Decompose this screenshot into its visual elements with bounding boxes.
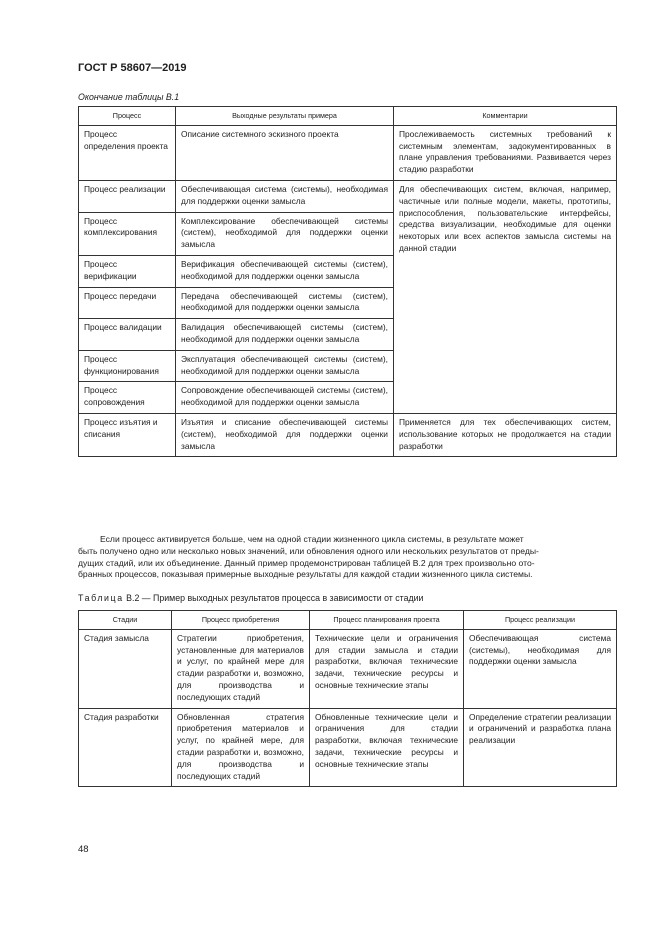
- output-cell: Верификация обеспечивающей системы (систем), необходимой для поддержки оценки замысла: [176, 255, 394, 287]
- column-header: Процесс реализации: [464, 611, 617, 630]
- column-header: Процесс планирования проекта: [310, 611, 464, 630]
- implementation-cell: Обеспечивающая система (системы), необходимая для поддержки оценки замысла: [464, 629, 617, 708]
- table-row: [79, 413, 617, 456]
- comment-cell: Прослеживаемость системных требований к системным элементам, задокументированных в плане управления требованиями. Развивается через стадию разработки: [394, 125, 617, 180]
- process-cell: Процесс реализации: [79, 180, 176, 212]
- table1-caption: Окончание таблицы В.1: [78, 92, 180, 102]
- table-row: [79, 708, 617, 787]
- output-cell: Эксплуатация обеспечивающей системы (систем), необходимой для поддержки оценки замысла: [176, 350, 394, 382]
- planning-cell: Обновленные технические цели и ограничения для стадии разработки, включая технические задачи, технические ресурсы и основные технические этапы: [310, 708, 464, 787]
- process-cell: Процесс изъятия и списания: [79, 413, 176, 456]
- document-code: ГОСТ Р 58607—2019: [78, 62, 187, 74]
- comment-cell: Применяется для тех обеспечивающих систем, использование которых не продолжается на стадии разработки: [394, 413, 617, 456]
- body-paragraph: [78, 534, 616, 581]
- output-cell: Изъятия и списание обеспечивающей системы (систем), необходимой для поддержки оценки замысла: [176, 413, 394, 456]
- table-row: [79, 180, 617, 212]
- output-cell: Обеспечивающая система (системы), необходимая для поддержки оценки замысла: [176, 180, 394, 212]
- table-b2: [78, 610, 617, 787]
- implementation-cell: Определение стратегии реализации и ограничений и разработка плана реализации: [464, 708, 617, 787]
- paragraph-line: Если процесс активируется больше, чем на одной стадии жизненного цикла системы, в результате может: [100, 534, 524, 544]
- paragraph-line: дущих стадий, или их объединение. Данный пример продемонстрирован таблицей В.2 для трех произвольно ото-: [78, 557, 535, 568]
- stage-cell: Стадия разработки: [79, 708, 172, 787]
- process-cell: Процесс верификации: [79, 255, 176, 287]
- process-cell: Процесс определения проекта: [79, 125, 176, 180]
- page-number: 48: [78, 844, 89, 855]
- output-cell: Передача обеспечивающей системы (систем), необходимой для поддержки оценки замысла: [176, 287, 394, 319]
- planning-cell: Технические цели и ограничения для стадии замысла и стадии разработки, включая технические задачи, технические ресурсы и основные технические этапы: [310, 629, 464, 708]
- table-header-row: [79, 611, 617, 630]
- column-header: Стадии: [79, 611, 172, 630]
- paragraph-line: бранных процессов, показывая примерные выходные результаты для каждой стадии жизненного цикла системы.: [78, 569, 533, 580]
- table-header-row: [79, 107, 617, 126]
- table-row: [79, 629, 617, 708]
- stage-cell: Стадия замысла: [79, 629, 172, 708]
- output-cell: Комплексирование обеспечивающей системы (систем), необходимой для поддержки оценки замысла: [176, 212, 394, 255]
- column-header: Процесс приобретения: [172, 611, 310, 630]
- caption-text: В.2 — Пример выходных результатов процесса в зависимости от стадии: [126, 593, 424, 603]
- table-b1-end: [78, 106, 617, 457]
- output-cell: Валидация обеспечивающей системы (систем), необходимой для поддержки оценки замысла: [176, 319, 394, 351]
- acquisition-cell: Обновленная стратегия приобретения материалов и услуг, по крайней мере, для стадии разработки и, возможно, для производства и последующих стадий: [172, 708, 310, 787]
- shared-comment-cell: Для обеспечивающих систем, включая, например, частичные или полные модели, макеты, прототипы, приспособления, пользовательские интерфейсы, средства визуализации, необходимые для оценки некоторых или всех аспектов замысла системы на данной стадии: [394, 180, 617, 413]
- caption-label: Таблица: [78, 593, 124, 603]
- column-header: Процесс: [79, 107, 176, 126]
- process-cell: Процесс передачи: [79, 287, 176, 319]
- acquisition-cell: Стратегии приобретения, установленные для материалов и услуг, по крайней мере для стадии разработки и, возможно, для производства и последующих стадий: [172, 629, 310, 708]
- table-row: [79, 125, 617, 180]
- paragraph-line: быть получено одно или несколько новых значений, или обновления одного или нескольких результатов от преды-: [78, 545, 539, 556]
- table2-caption: [78, 593, 423, 603]
- output-cell: Сопровождение обеспечивающей системы (систем), необходимой для поддержки оценки замысла: [176, 382, 394, 414]
- process-cell: Процесс сопровождения: [79, 382, 176, 414]
- column-header: Комментарии: [394, 107, 617, 126]
- process-cell: Процесс валидации: [79, 319, 176, 351]
- process-cell: Процесс комплексирования: [79, 212, 176, 255]
- process-cell: Процесс функционирования: [79, 350, 176, 382]
- output-cell: Описание системного эскизного проекта: [176, 125, 394, 180]
- column-header: Выходные результаты примера: [176, 107, 394, 126]
